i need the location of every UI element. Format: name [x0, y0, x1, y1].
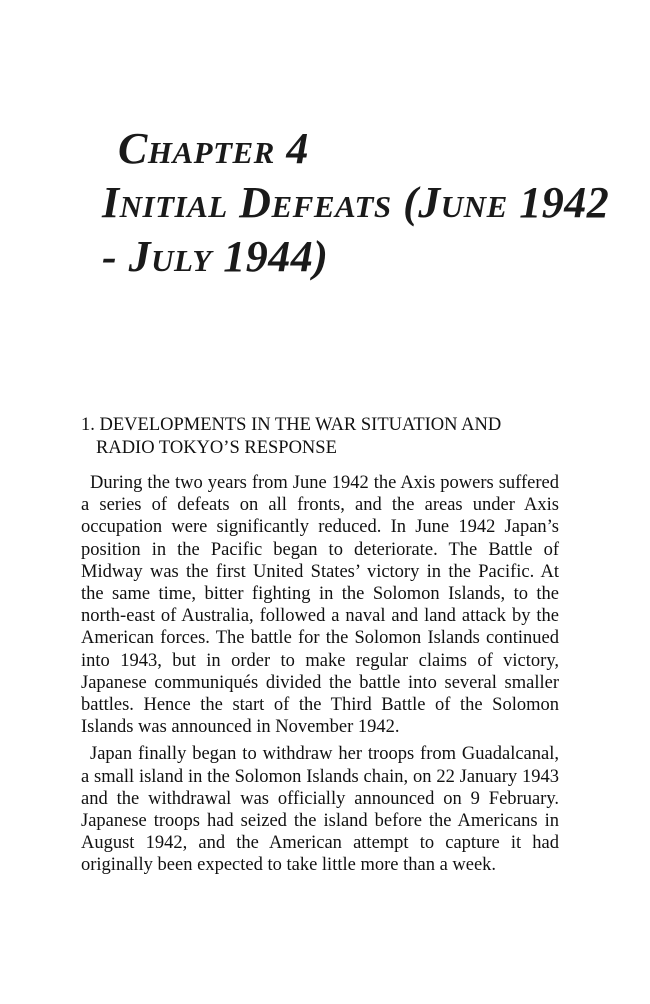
section-title-line-1: DEVELOPMENTS IN THE WAR SITUATION AND: [99, 415, 502, 435]
section-number: 1.: [81, 415, 95, 435]
chapter-number: Chapter 4: [118, 124, 309, 173]
chapter-title-line-2: - July 1944): [102, 232, 329, 281]
section-heading: [81, 414, 561, 459]
chapter-title-line-1: Initial Defeats (June 1942: [102, 178, 610, 227]
paragraph: Japan finally began to withdraw her troops from Guadalcanal, a small island in the Solomon Islands chain, on 22 January 1943 and the withdrawal was officially announced on 9 February. Japanese troops had seized the island before the Americans in August 1942, and the American attempt to capture it had originally been expected to take little more than a week.: [81, 744, 559, 876]
body-text: [81, 472, 559, 882]
section-title-line-2: RADIO TOKYO’S RESPONSE: [96, 437, 337, 458]
paragraph: During the two years from June 1942 the Axis powers suffered a series of defeats on all fronts, and the areas under Axis occupation were significantly reduced. In June 1942 Japan’s position in the Pacific began to deteriorate. The Battle of Midway was the first United States’ victory in the Pacific. At the same time, bitter fighting in the Solomon Islands, to the north-east of Australia, followed a naval and land attack by the American forces. The battle for the Solomon Islands continued into 1943, but in order to make regular claims of victory, Japanese communiqués divided the battle into several smaller battles. Hence the start of the Third Battle of the Solomon Islands was announced in November 1942.: [81, 473, 559, 738]
chapter-heading: [102, 122, 609, 284]
